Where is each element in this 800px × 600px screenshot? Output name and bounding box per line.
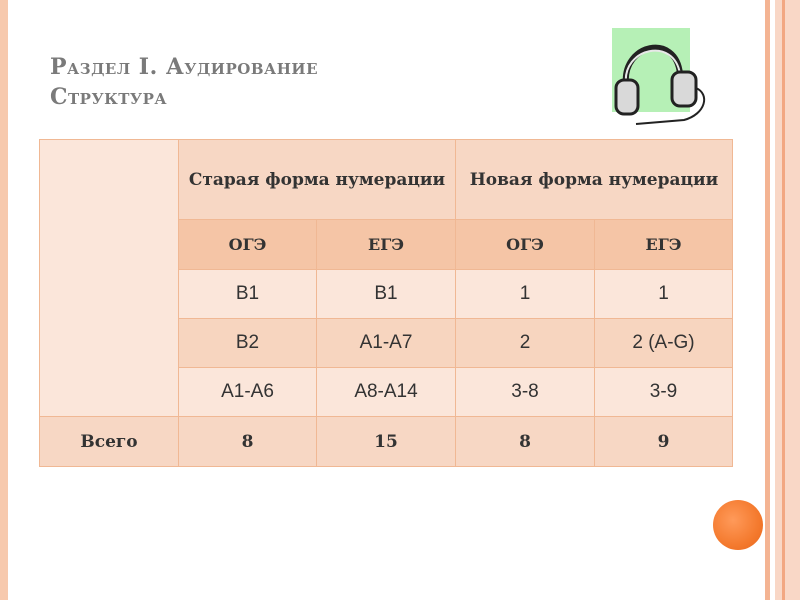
subheader-cell: ОГЭ xyxy=(456,220,595,270)
decorative-orange-circle xyxy=(713,500,763,550)
structure-table xyxy=(39,139,733,467)
table-cell: А8-А14 xyxy=(317,368,456,417)
right-decorative-border-band xyxy=(775,0,800,600)
table-cell: А1-А6 xyxy=(179,368,317,417)
left-decorative-border xyxy=(0,0,8,600)
table-cell: 3-9 xyxy=(595,368,733,417)
right-decorative-border xyxy=(765,0,770,600)
table-corner-cell xyxy=(40,140,179,417)
subheader-cell: ОГЭ xyxy=(179,220,317,270)
table-cell: А1-А7 xyxy=(317,319,456,368)
right-decorative-border-stripe xyxy=(782,0,785,600)
slide-title-line2: Структура xyxy=(50,84,168,110)
header-old-form: Старая форма нумерации xyxy=(179,140,456,220)
table-cell: 2 (А-G) xyxy=(595,319,733,368)
total-cell: 8 xyxy=(179,417,317,467)
table-cell: 1 xyxy=(595,270,733,319)
total-row xyxy=(40,417,733,467)
table-cell: В1 xyxy=(317,270,456,319)
total-cell: 15 xyxy=(317,417,456,467)
subheader-cell: ЕГЭ xyxy=(317,220,456,270)
header-new-form: Новая форма нумерации xyxy=(456,140,733,220)
total-cell: 9 xyxy=(595,417,733,467)
total-cell: 8 xyxy=(456,417,595,467)
headphones-icon xyxy=(606,24,718,128)
slide-title-line1: Раздел I. Аудирование xyxy=(50,54,318,80)
subheader-cell: ЕГЭ xyxy=(595,220,733,270)
table-cell: 3-8 xyxy=(456,368,595,417)
slide-title xyxy=(50,52,318,112)
table-cell: 2 xyxy=(456,319,595,368)
table-cell: 1 xyxy=(456,270,595,319)
table-cell: В2 xyxy=(179,319,317,368)
table-cell: В1 xyxy=(179,270,317,319)
total-label: Всего xyxy=(40,417,179,467)
